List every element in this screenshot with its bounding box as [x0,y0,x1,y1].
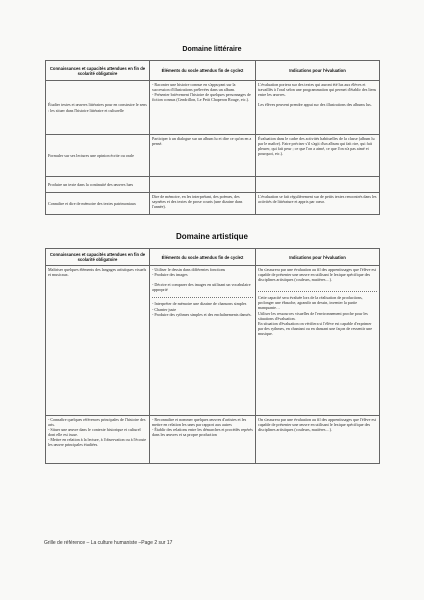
cell-evaluation: On s'assurera par une évaluation au fil des apprentissages que l'élève est capable de présenter une œuvre en utilisant le lexique spécifique des disciplines artistiques (couleurs, matières…). [256,416,380,464]
cell-socle [150,177,256,193]
table-row [46,135,380,177]
cell-evaluation [256,177,380,193]
table-row [46,193,380,215]
cell-socle: Dire de mémoire, en les interprétant, des poèmes, des saynètes et des textes de prose courts (une dizaine dans l'année). [150,193,256,215]
table-litteraire [45,60,380,215]
table-row [46,81,380,135]
section-title-artistique: Domaine artistique [175,232,248,241]
cell-evaluation: L'évaluation portera sur des textes qui auront été lus aux élèves et travaillés à l'oral selon une programmation qui permet d'établir des liens entre les œuvres. Les élèves peuvent prendre appui sur des illustrations des albums lus. [256,81,380,135]
cell-competence: Étudier textes et œuvres littéraires pour en construire le sens : les situer dans l'histoire littéraire et culturelle [46,81,150,135]
evaluation-arts-visuels: On s'assurera par une évaluation au fil des apprentissages que l'élève est capable de présenter une œuvre en utilisant le lexique spécifique des disciplines artistiques (couleurs, matières…). [258,267,376,283]
socle-arts-visuels: - Utiliser le dessin dans différentes fonctions - Produire des images - Décrire et comparer des images en utilisant un vocabulaire approprié [152,267,251,293]
cell-competence: Connaître et dire de mémoire des textes patrimoniaux [46,193,150,215]
header-col3: Indications pour l'évaluation [256,249,380,266]
cell-socle: Participer à un dialogue sur un album lu et dire ce qu'on en a pensé. [150,135,256,177]
header-col1: Connaissances et capacités attendues en fin de scolarité obligatoire [46,61,150,81]
cell-competence: Maîtriser quelques éléments des langages artistiques visuels et musicaux. [46,266,150,416]
table-row [46,177,380,193]
cell-evaluation [256,266,380,416]
cell-competence: - Connaître quelques références principales de l'histoire des arts. - Situer une œuvre dans le contexte historique et culturel dont elle est issue. - Mettre en relation à la lecture, à l'observation ou à l'écoute les œuvre principales étudiées. [46,416,150,464]
table-artistique [45,248,380,464]
dotted-separator [152,297,253,298]
evaluation-musique: Cette capacité sera évaluée lors de la réalisation de productions, prolonger une ébauche, agrandir un dessin, inventer la partie manquante… Utiliser les ressources visuelles de l'environnement proche pour les situations d'évaluation. En situation d'évaluation on vérifiera si l'élève est capable d'exprimer par des rythmes, en chantant ou en dansant une façon de ressentir une musique. [258,295,373,336]
cell-socle [150,266,256,416]
table-header-row [46,61,380,81]
page-footer: Grille de référence – La culture humaniste –Page 2 sur 17 [44,540,173,546]
cell-evaluation: Évaluation dans le cadre des activités habituelles de la classe (album lu par le maître). Faire préciser s'il s'agit d'un album qui fait rire, qui fait pleurer, qui fait peur ; ce que l'on a aimé, ce que l'on n'a pas aimé et pourquoi, etc.). [256,135,380,177]
header-col3: Indications pour l'évaluation [256,61,380,81]
section-title-litteraire: Domaine littéraire [182,46,242,53]
cell-competence: Formuler sur ses lectures une opinion écrite ou orale [46,135,150,177]
table-row [46,266,380,416]
header-col2: Éléments du socle attendus fin de cycle2 [150,249,256,266]
table-row [46,416,380,464]
header-col2: Éléments du socle attendus fin de cycle2 [150,61,256,81]
cell-competence: Produire un texte dans la continuité des œuvres lues [46,177,150,193]
socle-musique: - Interpréter de mémoire une dizaine de chansons simples - Chanter juste - Produire des rythmes simples et des enchaînements dansés. [152,301,252,317]
cell-socle: - Reconnaître et nommer quelques œuvres d'artistes et les mettre en relation les unes par rapport aux autres - Établir des relations entre les démarches et procédés repérés dans les œuvres et sa propre production [150,416,256,464]
header-col1: Connaissances et capacités attendues en fin de scolarité obligatoire [46,249,150,266]
dotted-separator [258,291,377,292]
table-header-row [46,249,380,266]
cell-socle: - Raconter une histoire connue en s'appuyant sur la succession d'illustrations prélevées dans un album. - Présenter brièvement l'histoire de quelques personnages de fiction connus (Cendrillon, Le Petit Chaperon Rouge, etc.). [150,81,256,135]
cell-evaluation: L'évaluation se fait régulièrement sur de petits textes rencontrés dans les activités de littérature et appris par cœur. [256,193,380,215]
